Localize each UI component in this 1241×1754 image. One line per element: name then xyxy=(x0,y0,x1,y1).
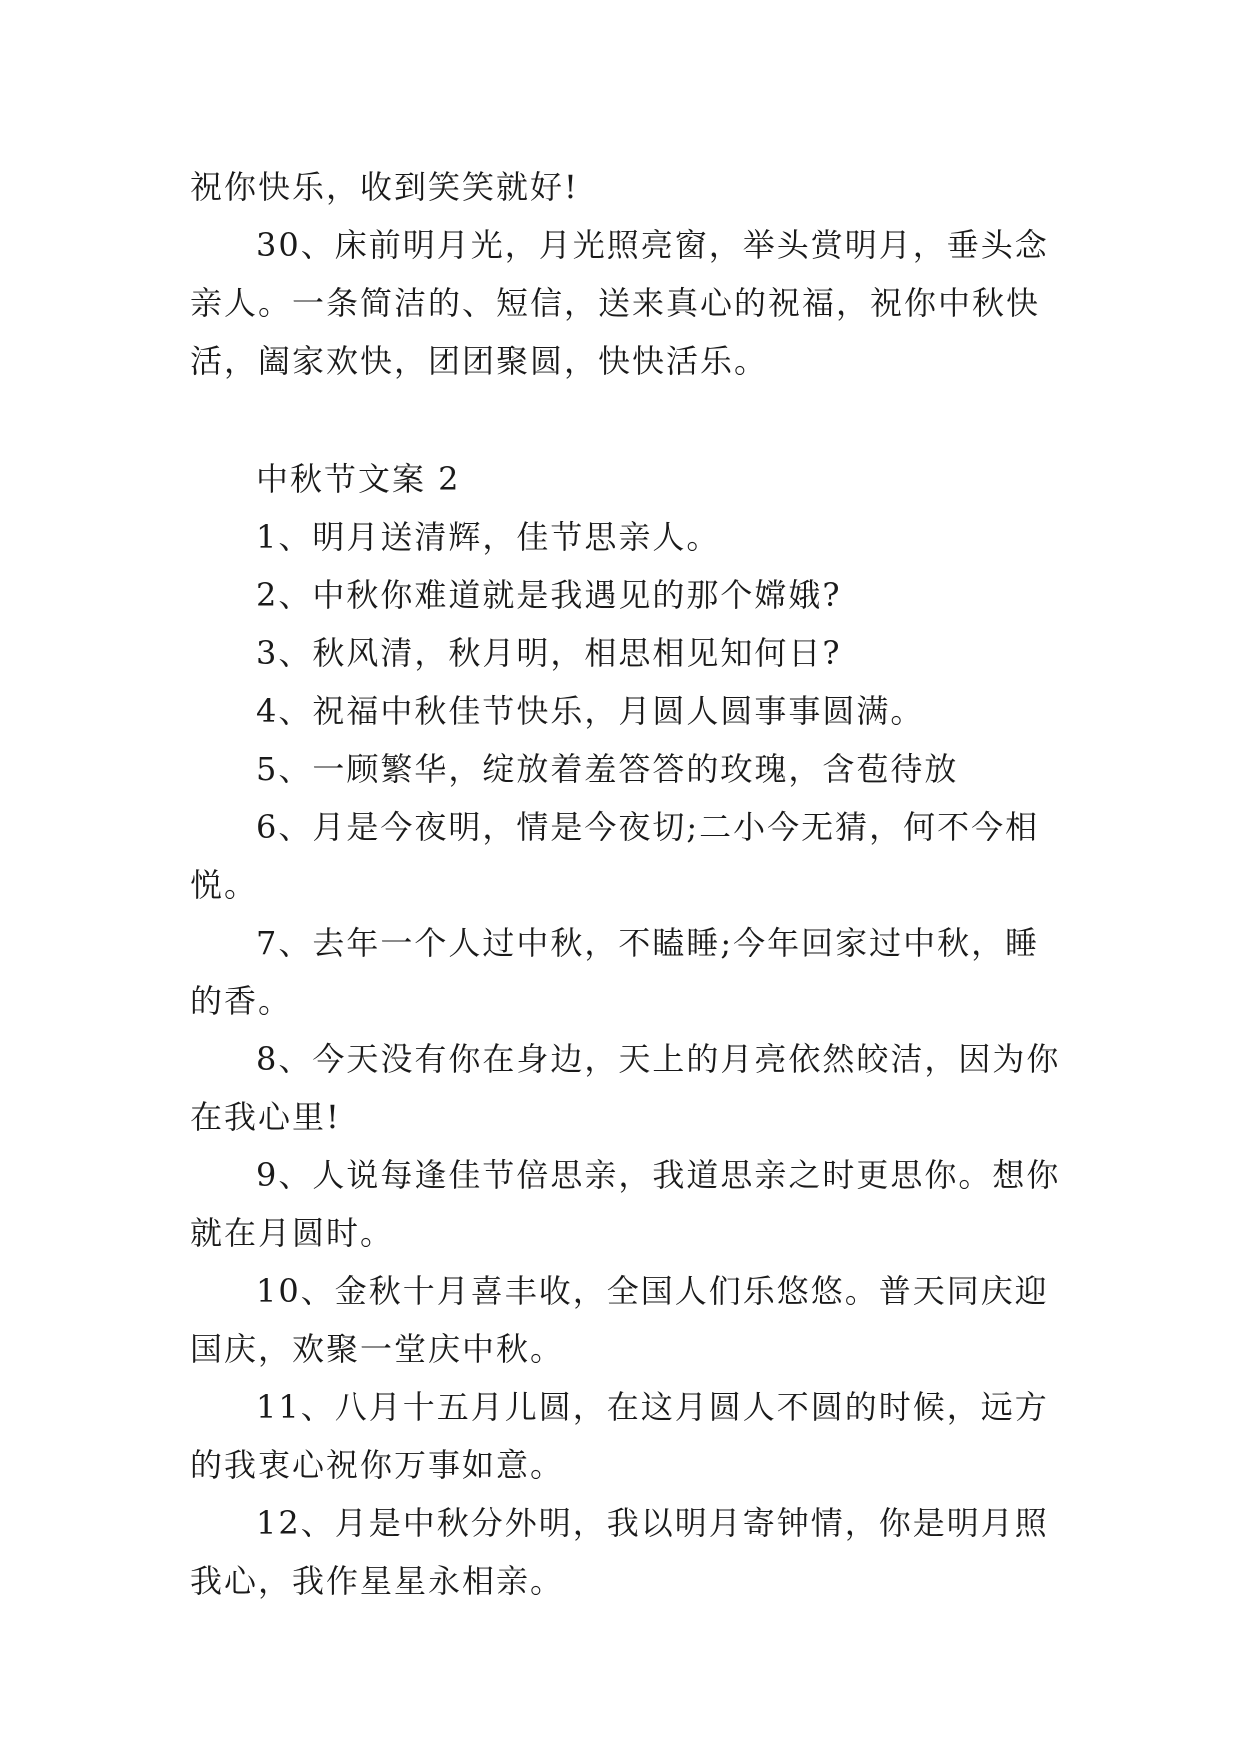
list-item-30: 30、床前明月光，月光照亮窗，举头赏明月，垂头念亲人。一条简洁的、短信，送来真心的祝福，祝你中秋快活，阖家欢快，团团聚圆，快快活乐。 xyxy=(190,226,1049,380)
list-item: 5、一顾繁华，绽放着羞答答的玫瑰，含苞待放 xyxy=(256,750,959,788)
list-item: 6、月是今夜明，情是今夜切;二小今无猜，何不今相悦。 xyxy=(190,808,1040,904)
document-body xyxy=(190,158,1072,1610)
section-title: 中秋节文案 2 xyxy=(256,460,461,498)
continued-paragraph: 祝你快乐，收到笑笑就好! xyxy=(190,168,579,206)
list-item: 3、秋风清，秋月明，相思相见知何日? xyxy=(256,634,842,672)
list-item: 9、人说每逢佳节倍思亲，我道思亲之时更思你。想你就在月圆时。 xyxy=(190,1156,1061,1252)
list-item: 1、明月送清辉，佳节思亲人。 xyxy=(256,518,721,556)
list-item: 2、中秋你难道就是我遇见的那个嫦娥? xyxy=(256,576,842,614)
list-item: 10、金秋十月喜丰收，全国人们乐悠悠。普天同庆迎国庆，欢聚一堂庆中秋。 xyxy=(190,1272,1049,1368)
list-item: 7、去年一个人过中秋，不瞌睡;今年回家过中秋，睡的香。 xyxy=(190,924,1040,1020)
list-item: 4、祝福中秋佳节快乐，月圆人圆事事圆满。 xyxy=(256,692,925,730)
list-item: 8、今天没有你在身边，天上的月亮依然皎洁，因为你在我心里! xyxy=(190,1040,1061,1136)
list-item: 11、八月十五月儿圆，在这月圆人不圆的时候，远方的我衷心祝你万事如意。 xyxy=(190,1388,1049,1484)
list-item: 12、月是中秋分外明，我以明月寄钟情，你是明月照我心，我作星星永相亲。 xyxy=(190,1504,1049,1600)
